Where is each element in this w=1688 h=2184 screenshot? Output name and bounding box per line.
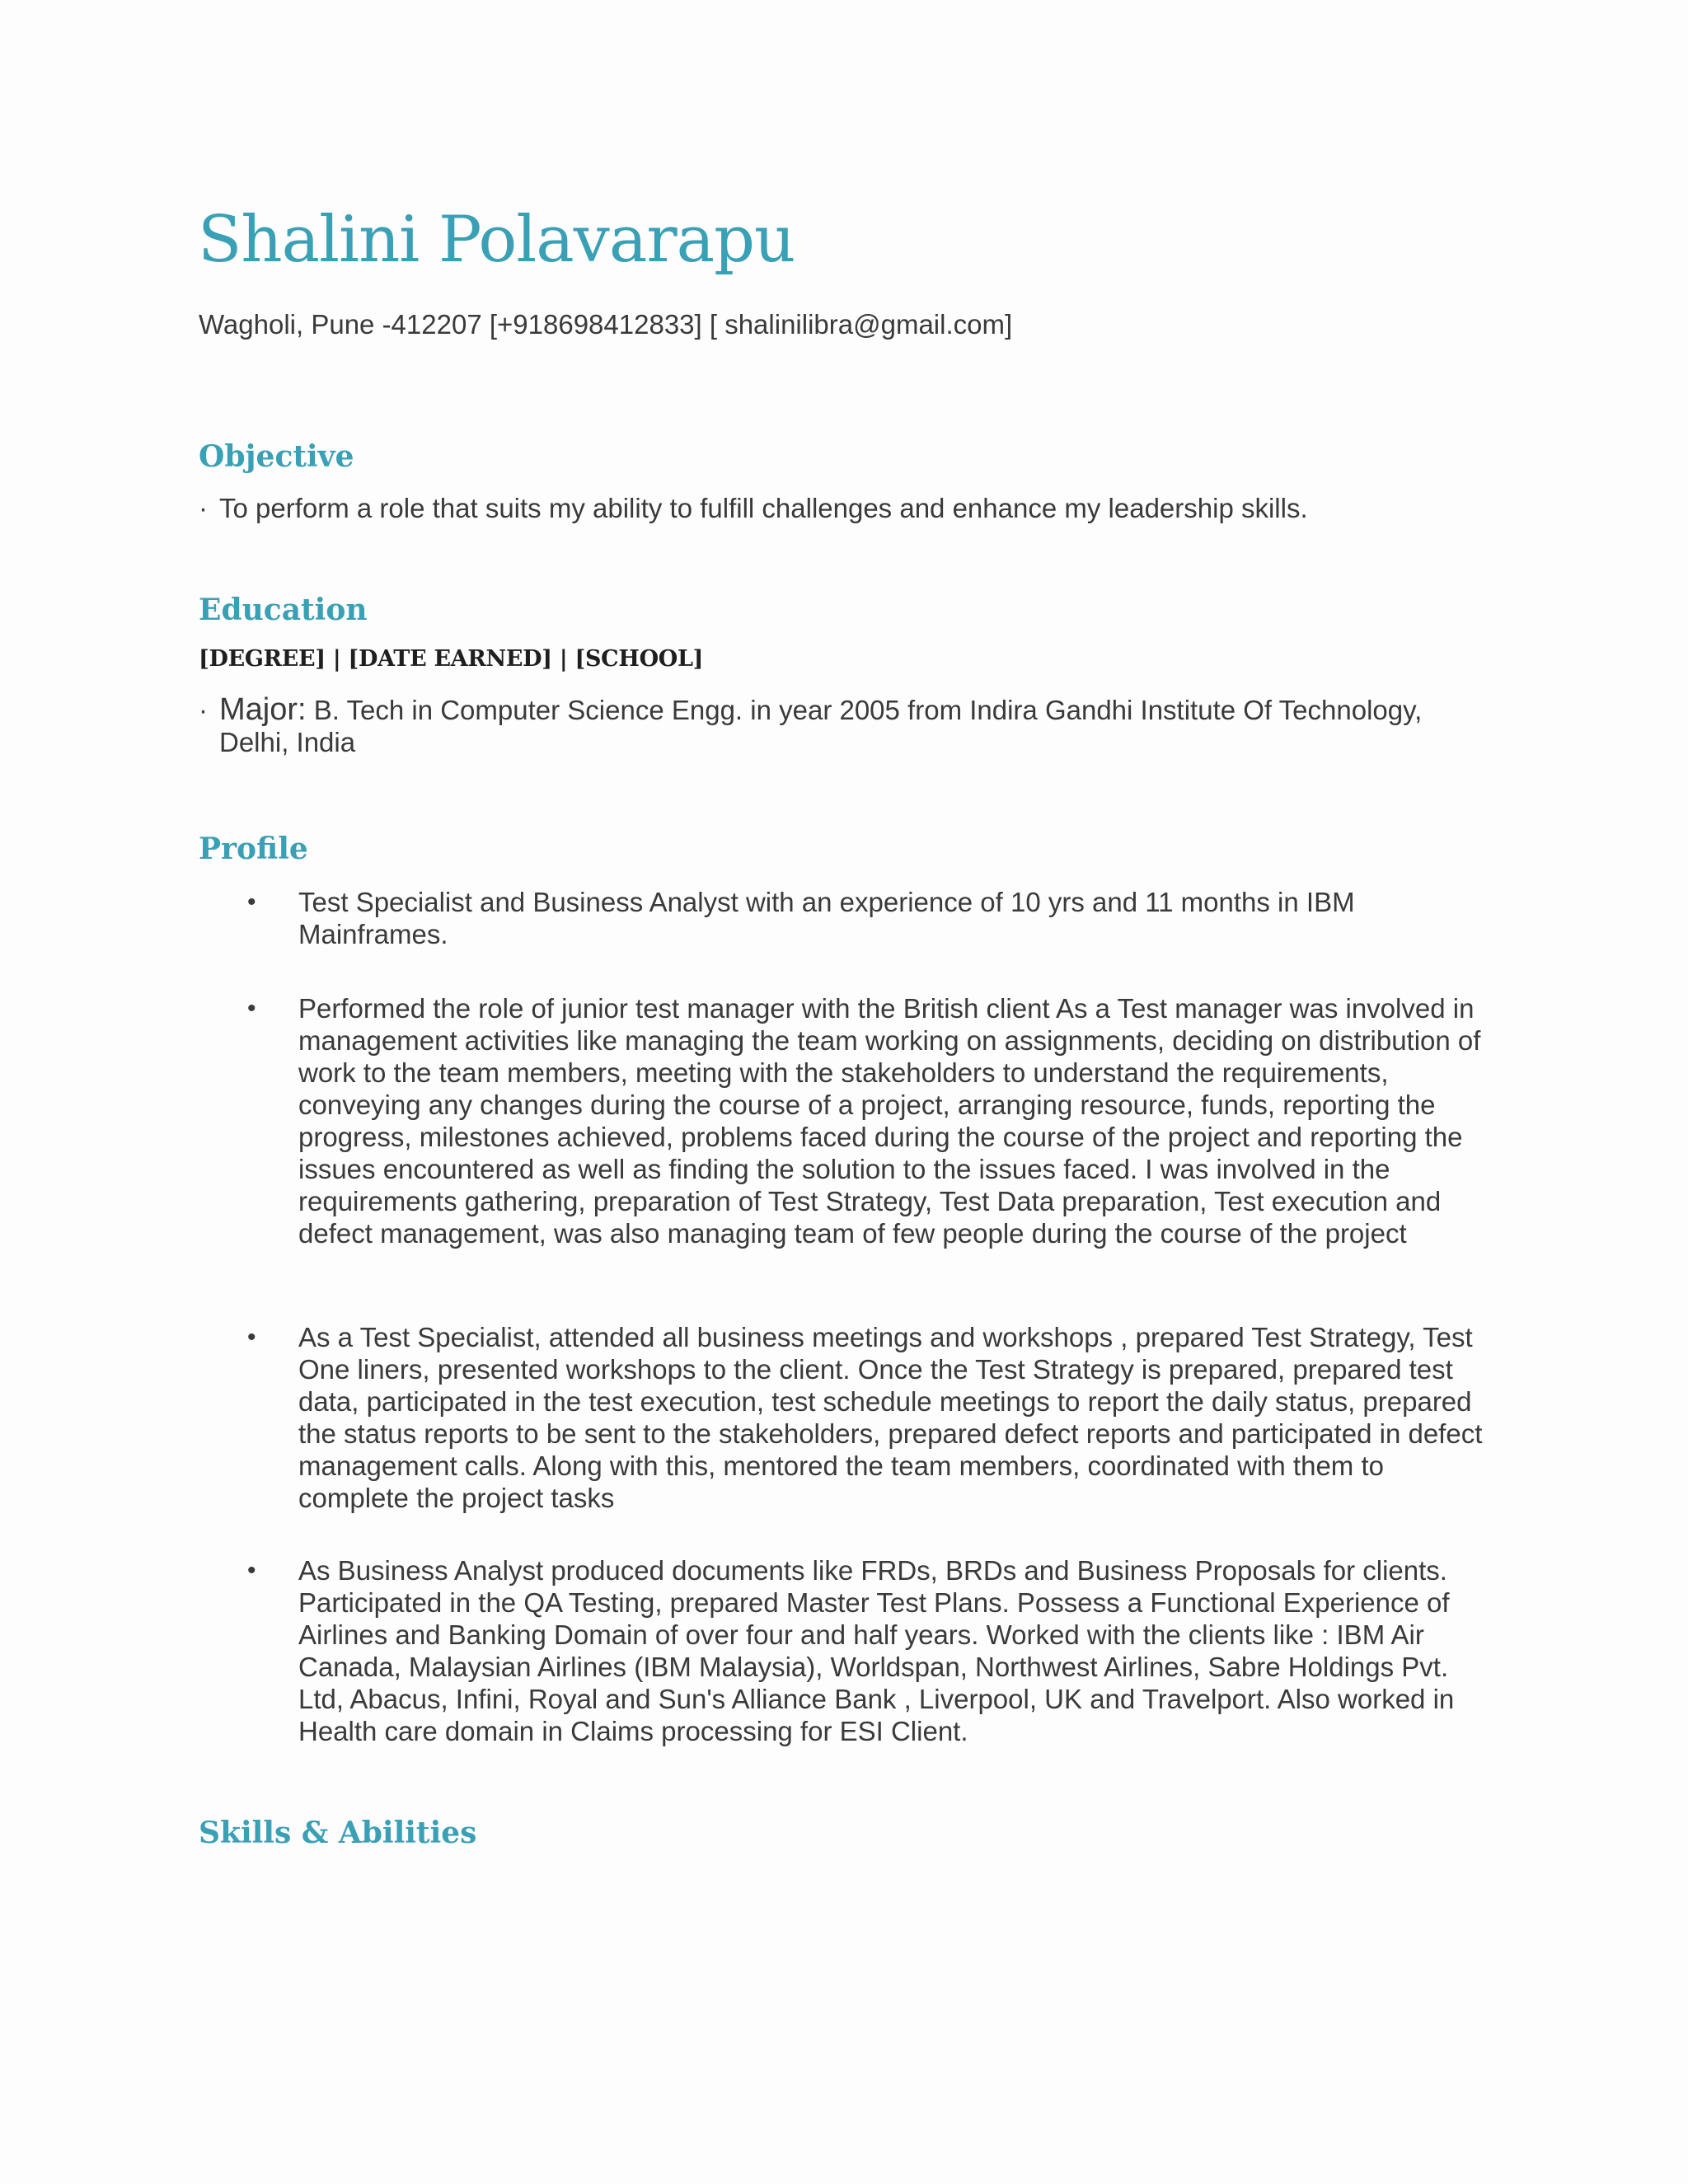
- profile-item: [247, 1554, 1484, 1747]
- profile-item: [247, 1321, 1484, 1514]
- profile-item-text: As a Test Specialist, attended all business meetings and workshops , prepared Test Strategy, Test One liners, presented workshops to the client. Once the Test Strategy is prepared, prepared test data, participated in the test execution, test schedule meetings to report the daily status, prepared the status reports to be sent to the stakeholders, prepared defect reports and participated in defect management calls. Along with this, mentored the team members, coordinated with them to complete the project tasks: [298, 1322, 1483, 1513]
- objective-item: [199, 492, 1484, 524]
- profile-item: [247, 886, 1484, 950]
- profile-item-text: As Business Analyst produced documents like FRDs, BRDs and Business Proposals for clients. Participated in the QA Testing, prepared Master Test Plans. Possess a Functional Experience of Airlines and Banking Domain of over four and half years. Worked with the clients like : IBM Air Canada, Malaysian Airlines (IBM Malaysia), Worldspan, Northwest Airlines, Sabre Holdings Pvt. Ltd, Abacus, Infini, Royal and Sun's Alliance Bank , Liverpool, UK and Travelport. Also worked in Health care domain in Claims processing for ESI Client.: [298, 1555, 1455, 1746]
- bullet-icon: •: [247, 995, 256, 1022]
- bullet-icon: •: [247, 888, 256, 916]
- profile-item-text: Performed the role of junior test manager with the British client As a Test manager was involved in management activities like managing the team working on assignments, deciding on distribution of work to the team members, meeting with the stakeholders to understand the requirements, conveying any changes during the course of a project, arranging resource, funds, reporting the progress, milestones achieved, problems faced during the course of the project and reporting the issues encountered as well as finding the solution to the issues faced. I was involved in the requirements gathering, preparation of Test Strategy, Test Data preparation, Test execution and defect management, was also managing team of few people during the course of the project: [298, 993, 1481, 1249]
- major-label: Major:: [219, 692, 307, 727]
- education-subheading: [DEGREE] | [DATE EARNED] | [SCHOOL]: [199, 646, 704, 672]
- bullet-icon: •: [247, 1324, 256, 1351]
- bullet-icon: •: [247, 1557, 256, 1584]
- skills-heading: Skills & Abilities: [199, 1816, 477, 1850]
- profile-heading: Profile: [199, 832, 308, 866]
- candidate-name: Shalini Polavarapu: [198, 203, 795, 277]
- major-text: B. Tech in Computer Science Engg. in year 2005 from Indira Gandhi Institute Of Technology, Delhi, India: [219, 695, 1423, 757]
- education-major: [219, 694, 1484, 758]
- bullet-dot-icon: ·: [199, 695, 208, 725]
- objective-heading: Objective: [199, 439, 354, 474]
- education-heading: Education: [199, 593, 368, 627]
- objective-text: To perform a role that suits my ability to fulfill challenges and enhance my leadership skills.: [219, 493, 1308, 523]
- bullet-dot-icon: ·: [199, 493, 208, 523]
- education-item: [199, 694, 1484, 758]
- contact-info: Wagholi, Pune -412207 [+918698412833] [ shalinilibra@gmail.com]: [199, 309, 1013, 340]
- profile-item-text: Test Specialist and Business Analyst with an experience of 10 yrs and 11 months in IBM Mainframes.: [298, 887, 1355, 949]
- profile-item: [247, 992, 1484, 1249]
